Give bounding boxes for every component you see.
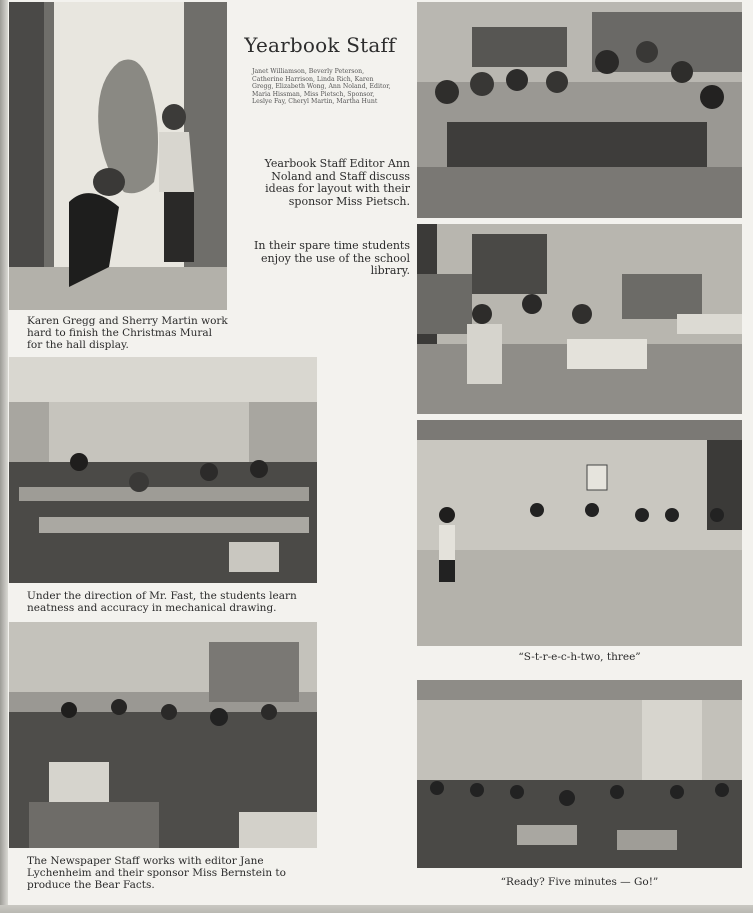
caption-gym: “S-t-r-e-c-h-two, three” (518, 651, 641, 663)
photo-library-image (417, 224, 742, 414)
photo-gym-image (417, 420, 742, 646)
page-title: Yearbook Staff (244, 33, 396, 57)
staff-names-list: Janet Williamson, Beverly Peterson, Catherine Harrison, Linda Rich, Karen Gregg, Elizabeth Wong, Ann Noland, Editor, Maria Hissman, Miss Pietsch, Sponsor, Leslye Fay, Cheryl Martin, Martha Hunt (252, 68, 391, 106)
photo-newspaper-image (9, 622, 317, 848)
page-spine (0, 0, 8, 905)
caption-library: In their spare time students enjoy the use of the school library. (254, 239, 410, 277)
caption-mural: Karen Gregg and Sherry Martin work hard to finish the Christmas Mural for the hall display. (27, 315, 228, 351)
caption-newspaper: The Newspaper Staff works with editor Jane Lychenheim and their sponsor Miss Bernstein to produce the Bear Facts. (27, 855, 286, 891)
photo-typing-image (417, 680, 742, 868)
photo-typing-class (417, 680, 742, 868)
caption-yearbook-editor: Yearbook Staff Editor Ann Noland and Staff discuss ideas for layout with their sponsor Miss Pietsch. (264, 157, 410, 208)
caption-typing: “Ready? Five minutes — Go!” (500, 876, 659, 888)
photo-yearbook-staff (417, 2, 742, 218)
photo-christmas-mural (9, 2, 227, 310)
photo-gym (417, 420, 742, 646)
caption-drawing: Under the direction of Mr. Fast, the students learn neatness and accuracy in mechanical drawing. (27, 590, 297, 614)
photo-drawing-image (9, 357, 317, 583)
photo-mechanical-drawing (9, 357, 317, 583)
photo-mural-image (9, 2, 227, 310)
page-bottom-edge (0, 905, 753, 913)
photo-library (417, 224, 742, 414)
photo-newspaper-staff (9, 622, 317, 848)
photo-yearbook-image (417, 2, 742, 218)
